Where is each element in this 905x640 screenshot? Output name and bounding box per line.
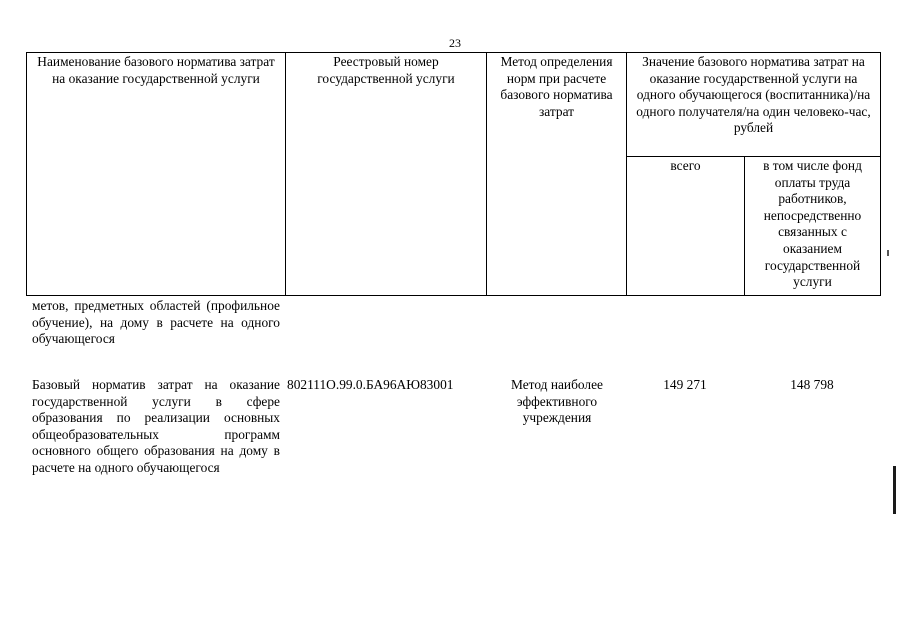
header-name: Наименование базового норматива затрат на оказание государственной услуги [37, 54, 275, 86]
header-payroll: в том числе фонд оплаты труда работников, непосредственно связанных с оказанием государственной услуги [763, 158, 862, 290]
row-registry: 802111О.99.0.БА96АЮ83001 [287, 377, 454, 392]
header-total: всего [670, 158, 701, 173]
header-method: Метод определения норм при расчете базового норматива затрат [500, 54, 613, 119]
scan-mark [893, 466, 896, 514]
header-value: Значение базового норматива затрат на оказание государственной услуги на одного обучающегося (воспитанника)/на одного получателя/на один человеко-час, рублей [636, 54, 871, 136]
row-payroll: 148 798 [790, 377, 834, 392]
header-registry: Реестровый номер государственной услуги [317, 54, 455, 86]
row-method: Метод наиболее эффективного учреждения [511, 377, 603, 426]
header-total-cell [627, 157, 745, 296]
page-number: 23 [449, 36, 461, 50]
header-table [26, 52, 881, 296]
header-value-cell [627, 53, 881, 157]
header-payroll-cell [745, 157, 881, 296]
header-method-cell [487, 53, 627, 296]
scan-mark [887, 250, 889, 256]
continuation-text: метов, предметных областей (профильное обучение), на дому в расчете на одного обучающегося [32, 298, 280, 347]
header-name-cell [27, 53, 286, 296]
row-name: Базовый норматив затрат на оказание государственной услуги в сфере образования по реализации основных общеобразовательных программ основного общего образования на дому в расчете на одного обучающегося [32, 377, 280, 475]
header-registry-cell [286, 53, 487, 296]
row-total: 149 271 [663, 377, 707, 392]
